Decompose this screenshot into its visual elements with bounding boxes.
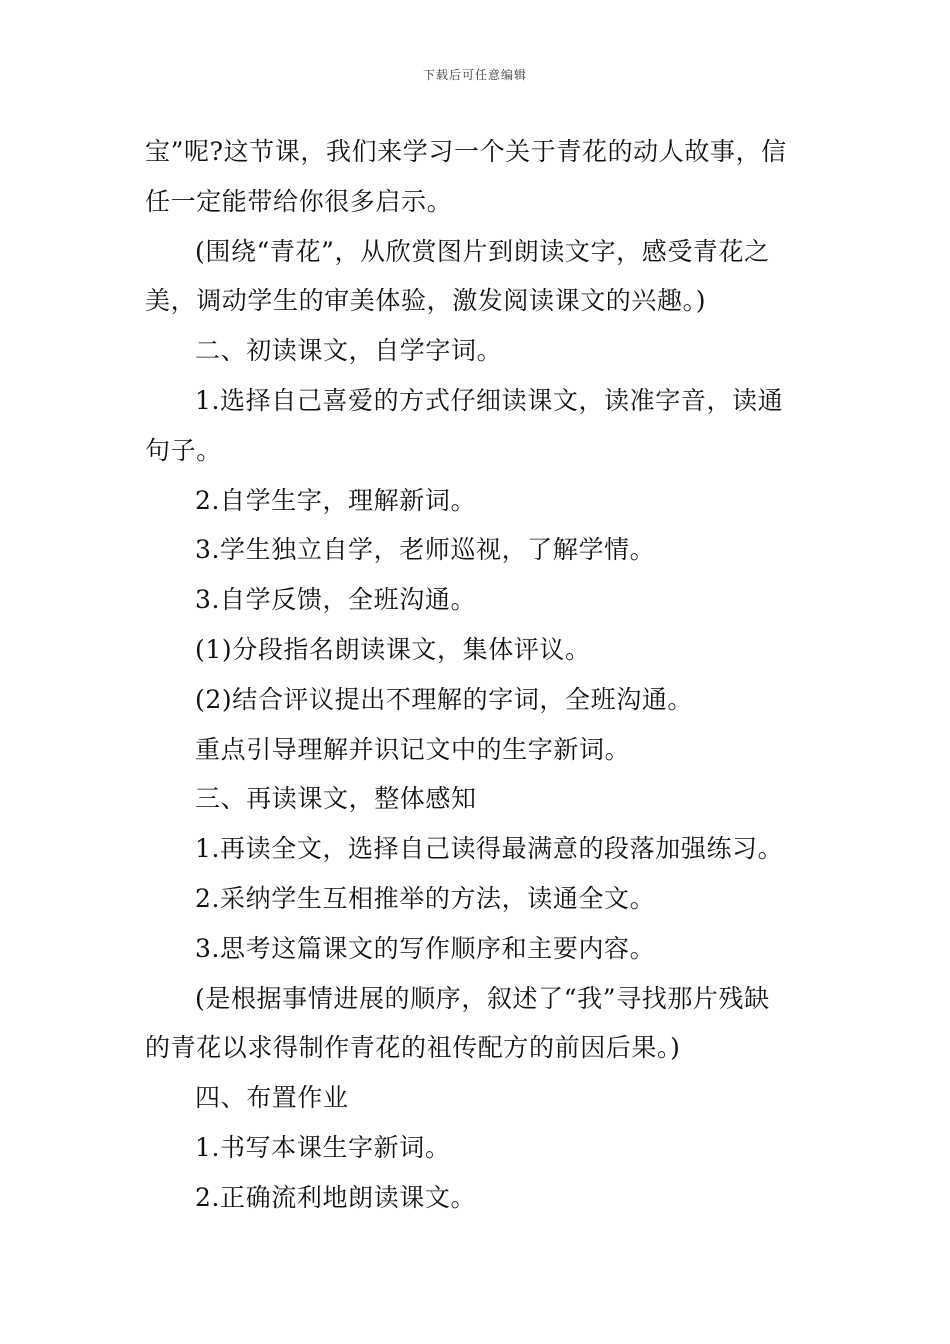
text-line: 2.正确流利地朗读课文。 [195, 1182, 477, 1212]
text-line: 的青花以求得制作青花的祖传配方的前因后果。) [145, 1033, 681, 1063]
text-line: (1)分段指名朗读课文，集体评议。 [195, 634, 591, 664]
text-line: 2.自学生字，理解新词。 [195, 485, 477, 515]
text-line: 1.再读全文，选择自己读得最满意的段落加强练习。 [195, 834, 784, 864]
text-line: 重点引导理解并识记文中的生字新词。 [195, 734, 631, 764]
section-heading: 四、布置作业 [195, 1083, 349, 1113]
text-line: 1.书写本课生字新词。 [195, 1132, 451, 1162]
text-line: 1.选择自己喜爱的方式仔细读课文，读准字音，读通 [195, 385, 784, 415]
text-line: 3.思考这篇课文的写作顺序和主要内容。 [195, 933, 656, 963]
text-line: (围绕“青花”，从欣赏图片到朗读文字，感受青花之 [195, 236, 770, 266]
section-heading: 二、初读课文，自学字词。 [195, 336, 503, 366]
text-line: 3.自学反馈，全班沟通。 [195, 585, 477, 615]
page-header: 下载后可任意编辑 [422, 68, 527, 82]
text-line: 2.采纳学生互相推举的方法，读通全文。 [195, 883, 656, 913]
text-line: 3.学生独立自学，老师巡视，了解学情。 [195, 535, 656, 565]
document-body [145, 127, 810, 1223]
text-line: 美，调动学生的审美体验，激发阅读课文的兴趣。) [145, 286, 707, 316]
text-line: 句子。 [145, 435, 222, 465]
text-line: 任一定能带给你很多启示。 [145, 186, 453, 216]
text-line: (2)结合评议提出不理解的字词，全班沟通。 [195, 684, 694, 714]
section-heading: 三、再读课文，整体感知 [195, 784, 477, 814]
text-line: (是根据事情进展的顺序，叙述了“我”寻找那片残缺 [195, 983, 770, 1013]
text-line: 宝”呢?这节课，我们来学习一个关于青花的动人故事，信 [145, 137, 787, 166]
